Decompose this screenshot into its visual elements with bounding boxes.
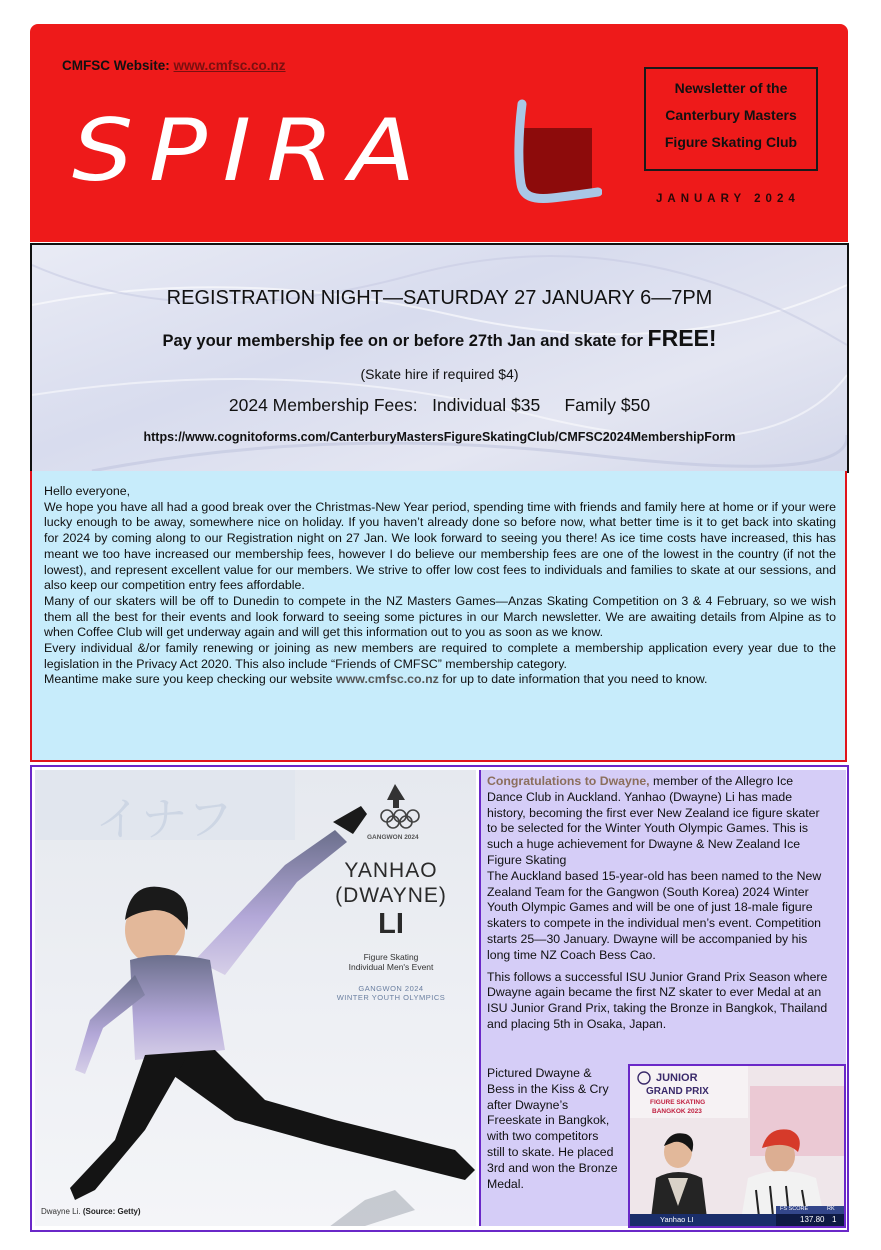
welcome-paragraph-2: Many of our skaters will be off to Dunedin to compete in the NZ Masters Games—Anzas Skating Competition on 3 & 4 February, so we wish them all the best for their events and look forward to seeing some pictures in our March newsletter. We are awaiting details from Alpine as to when Coffee Club will get underway again and will get this information out to you as soon as we know. — [44, 593, 836, 640]
skate-hire-note: (Skate hire if required $4) — [360, 366, 519, 382]
score-value: 137.80 — [800, 1215, 825, 1224]
p4-pre: Meantime make sure you keep checking our website — [44, 672, 337, 687]
svg-text:イナフ: イナフ — [95, 792, 233, 846]
article-paragraph-1 — [487, 774, 830, 964]
newsletter-subtitle — [646, 75, 816, 156]
masthead — [30, 24, 848, 242]
membership-fees: 2024 Membership Fees: Individual $35 Family $50 — [228, 395, 651, 415]
name-bar: Yanhao LI — [660, 1215, 694, 1224]
dwayne-article — [479, 770, 846, 1226]
skater-name-card — [321, 858, 461, 1002]
article-paragraph-3: This follows a successful ISU Junior Grand Prix Season where Dwayne again became the first NZ skater to ever Medal at an ISU Junior Grand Prix, taking the Bronze in Bangkok, Thailand and placing 5th in Osaka, Japan. — [487, 969, 828, 1031]
website-link-inline[interactable]: www.cmfsc.co.nz — [336, 672, 439, 687]
subtitle-line-1: Newsletter of the — [674, 80, 788, 96]
registration-panel — [30, 243, 849, 473]
caption-source: (Source: Getty) — [82, 1207, 141, 1216]
gangwon-small-label: GANGWON 2024 — [367, 834, 419, 841]
website-line — [62, 58, 286, 73]
rank-value: 1 — [832, 1215, 837, 1224]
registration-title: REGISTRATION NIGHT—SATURDAY 27 JANUARY 6—7PM — [166, 287, 713, 309]
subtitle-line-2: Canterbury Masters — [665, 107, 797, 123]
name-line-1: YANHAO — [344, 859, 438, 882]
welcome-paragraph-3: Every individual &/or family renewing or joining as new members are required to complete a membership application every year due to the legislation in the Privacy Act 2020. This also include “Friends of CMFSC” membership category. — [44, 641, 836, 671]
welcome-paragraph-4 — [44, 672, 836, 688]
subtitle-line-3: Figure Skating Club — [664, 134, 798, 150]
caption-name: Dwayne Li. — [41, 1207, 81, 1216]
website-link[interactable]: www.cmfsc.co.nz — [173, 58, 286, 73]
svg-text:FIGURE SKATING: FIGURE SKATING — [650, 1099, 706, 1106]
kiss-and-cry-illustration — [630, 1066, 844, 1226]
svg-text:BANGKOK 2023: BANGKOK 2023 — [652, 1108, 702, 1115]
skater-photo — [35, 770, 476, 1226]
rank-label: RK — [827, 1206, 835, 1212]
event-label — [321, 952, 461, 972]
newsletter-subtitle-box — [644, 67, 818, 171]
greeting: Hello everyone, — [44, 484, 131, 498]
membership-form-link[interactable]: https://www.cognitoforms.com/CanterburyMastersFigureSkatingClub/CMFSC2024MembershipForm — [143, 430, 736, 444]
svg-text:GRAND PRIX: GRAND PRIX — [646, 1086, 709, 1097]
games-line-1: GANGWON 2024 — [358, 984, 424, 993]
photo-caption — [41, 1207, 141, 1216]
article-text — [487, 774, 830, 1039]
olympic-rings-icon — [375, 782, 425, 830]
spiral-l-graphic — [512, 96, 602, 216]
games-line-2: WINTER YOUTH OLYMPICS — [336, 993, 446, 1002]
pay-free: FREE! — [647, 325, 717, 351]
event-line-2: Individual Men's Event — [348, 962, 434, 972]
website-separator: : — [165, 58, 174, 73]
name-line-2: (DWAYNE) — [335, 884, 447, 907]
registration-pay — [32, 325, 847, 352]
games-label — [321, 984, 461, 1002]
kiss-and-cry-photo — [628, 1064, 846, 1228]
newsletter-title: SPIRA — [72, 101, 431, 201]
score-label: FS SCORE — [780, 1206, 809, 1212]
issue-date: JANUARY 2024 — [656, 193, 800, 205]
name-line-3: LI — [378, 908, 404, 940]
website-label: CMFSC Website — [62, 58, 166, 73]
pay-text: Pay your membership fee on or before 27th Jan and skate for — [162, 332, 648, 350]
event-line-1: Figure Skating — [363, 952, 419, 962]
welcome-text — [44, 484, 836, 688]
article-headline: Congratulations to Dwayne, — [487, 774, 650, 788]
welcome-paragraph-1: We hope you have all had a good break over the Christmas-New Year period, spending time with friends and family here at home or if your were lucky enough to be away, somewhere nice on holiday. If you haven’t already done so before now, what better time is it to get back into skating for 2024 by coming along to our Registration night on 27 Jan. We look forward to seeing you there! As ice time costs have increased, this has meant we too have increased our membership fees, however I do believe our membership fees are one of the lowest in the country (if not the lowest), and represent excellent value for our members. We strive to offer low cost fees to individuals and families to skate at our sessions, and also keep our competition entry fees affordable. — [44, 499, 836, 593]
pictured-caption: Pictured Dwayne & Bess in the Kiss & Cry after Dwayne’s Freeskate in Bangkok, with two competitors still to skate. He placed 3rd and won the Bronze Medal. — [487, 1066, 618, 1191]
article-p1-body: member of the Allegro Ice Dance Club in Auckland. Yanhao (Dwayne) Li has made history, becoming the first ever New Zealand ice figure skater to be selected for the Winter Youth Olympic Games. This is such a huge achievement for Dwayne & New Zealand Ice Figure Skating — [487, 774, 820, 867]
welcome-panel — [30, 471, 847, 762]
p4-post: for up to date information that you need to know. — [438, 672, 708, 687]
article-paragraph-2: The Auckland based 15-year-old has been named to the New Zealand Team for the Gangwon (South Korea) 2024 Winter Youth Olympic Games and will be one of just 18-male figure skaters to compete in the individual men’s event. Competition starts 25—30 January. Dwayne will be accompanied by his long time NZ Coach Bess Cao. — [487, 868, 822, 962]
svg-text:JUNIOR: JUNIOR — [656, 1072, 698, 1084]
dwayne-feature — [30, 765, 849, 1232]
